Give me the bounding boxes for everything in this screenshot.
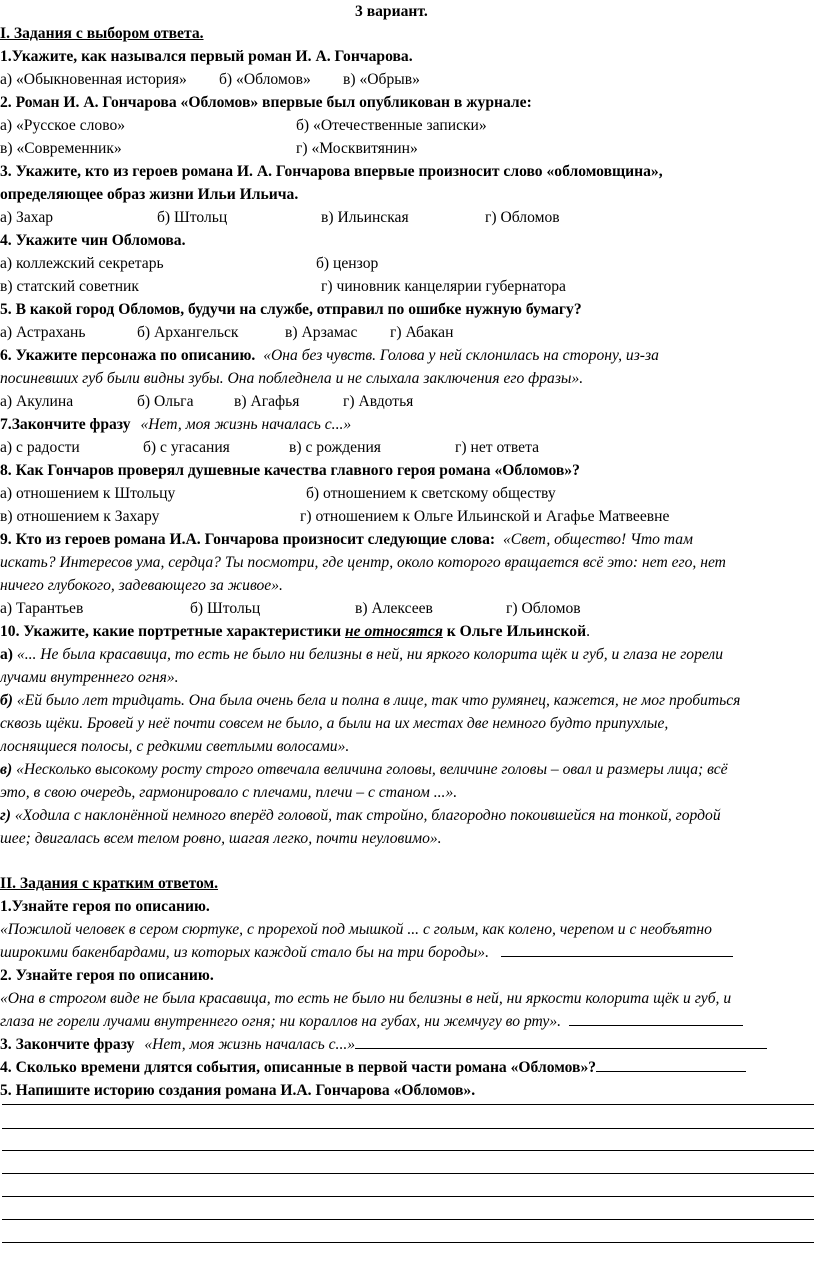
q10-option-b-text: «Ей было лет тридцать. Она была очень бела и полна в лице, так что румянец, кажется, не мог пробиться <box>16 692 741 709</box>
q3-option-d[interactable]: г) Обломов <box>485 209 560 226</box>
q4-option-b[interactable]: б) цензор <box>316 255 379 272</box>
q2-option-c[interactable]: в) «Современник» <box>0 140 122 157</box>
s2-q4-row <box>0 1056 746 1079</box>
q3-option-b[interactable]: б) Штольц <box>157 209 228 226</box>
q6-option-c[interactable]: в) Агафья <box>234 393 300 410</box>
answer-line[interactable] <box>2 1128 814 1129</box>
q4-text: 4. Укажите чин Обломова. <box>0 232 186 249</box>
q10-option-b-line3: лоснящиеся полосы, с редкими светлыми волосами». <box>0 738 350 755</box>
q10-option-a-text: «... Не была красавица, то есть не было ни белизны в ней, ни яркого колорита щёк и губ, и глаза не горели <box>16 646 724 663</box>
q5-option-a[interactable]: а) Астрахань <box>0 324 86 341</box>
section2-title: II. Задания с кратким ответом. <box>0 875 219 892</box>
q10-option-b-label: б) <box>0 692 13 709</box>
q7-quote: «Нет, моя жизнь началась с...» <box>140 416 352 433</box>
q8-option-d[interactable]: г) отношением к Ольге Ильинской и Агафье Матвеевне <box>300 508 670 525</box>
q10-option-a-line2: лучами внутреннего огня». <box>0 669 179 686</box>
q10-option-c-label: в) <box>0 761 13 778</box>
q10-option-a-label: а) <box>0 646 13 663</box>
q9-option-d[interactable]: г) Обломов <box>506 600 581 617</box>
q6-option-d[interactable]: г) Авдотья <box>343 393 414 410</box>
s2-q1-quote-line1: «Пожилой человек в сером сюртуке, с прорехой под мышкой ... с голым, как колено, черепом и с необъятно <box>0 921 712 938</box>
s2-q1-text: 1.Узнайте героя по описанию. <box>0 898 210 915</box>
q1-option-a[interactable]: а) «Обыкновенная история» <box>0 71 187 88</box>
s2-q1-quote-line2-row <box>0 941 733 964</box>
q10-text <box>0 620 590 643</box>
variant-title: 3 вариант. <box>355 3 428 20</box>
q5-text: 5. В какой город Обломов, будучи на службе, отправил по ошибке нужную бумагу? <box>0 301 582 318</box>
q3-text-line2: определяющее образ жизни Ильи Ильича. <box>0 186 299 203</box>
q7-option-a[interactable]: а) с радости <box>0 439 80 456</box>
q9-quote-line3: ничего глубокого, задевающего за живое». <box>0 577 283 594</box>
q9-quote-line2: искать? Интересов ума, сердца? Ты посмотри, где центр, около которого вращается всё это: нет его, нет <box>0 554 726 571</box>
q6-quote-line2: посиневших губ были видны зубы. Она побледнела и не слыхала заключения его фразы». <box>0 370 584 387</box>
q2-text: 2. Роман И. А. Гончарова «Обломов» впервые был опубликован в журнале: <box>0 94 532 111</box>
q3-option-c[interactable]: в) Ильинская <box>321 209 409 226</box>
q4-option-d[interactable]: г) чиновник канцелярии губернатора <box>321 278 566 295</box>
q9-text <box>0 528 693 551</box>
q9-prompt: 9. Кто из героев романа И.А. Гончарова произносит следующие слова: <box>0 531 496 548</box>
q10-period: . <box>586 623 590 640</box>
q10-option-d-text: «Ходила с наклонённой немного вперёд головой, так стройно, благородно покоившейся на тонкой, гордой <box>14 807 721 824</box>
q5-option-d[interactable]: г) Абакан <box>390 324 454 341</box>
section1-title: I. Задания с выбором ответа. <box>0 25 204 42</box>
q10-option-a-line1[interactable] <box>0 643 723 666</box>
q4-option-c[interactable]: в) статский советник <box>0 278 139 295</box>
s2-q3-prompt: 3. Закончите фразу <box>0 1036 135 1053</box>
s2-q3-answer-blank[interactable] <box>355 1034 767 1049</box>
s2-q2-text: 2. Узнайте героя по описанию. <box>0 967 214 984</box>
q6-prompt: 6. Укажите персонажа по описанию. <box>0 347 256 364</box>
q9-quote-line1: «Свет, общество! Что там <box>503 531 693 548</box>
answer-line[interactable] <box>2 1173 814 1174</box>
q8-option-b[interactable]: б) отношением к светскому обществу <box>306 485 556 502</box>
q7-option-d[interactable]: г) нет ответа <box>455 439 539 456</box>
q7-option-b[interactable]: б) с угасания <box>143 439 230 456</box>
s2-q2-quote-line2: глаза не горели лучами внутреннего огня; ни кораллов на губах, ни жемчугу во рту». <box>0 1013 562 1030</box>
answer-line[interactable] <box>2 1104 814 1105</box>
q7-option-c[interactable]: в) с рождения <box>289 439 381 456</box>
q2-option-a[interactable]: а) «Русское слово» <box>0 117 126 134</box>
s2-q4-text: 4. Сколько времени длятся события, описанные в первой части романа «Обломов»? <box>0 1059 597 1076</box>
q4-option-a[interactable]: а) коллежский секретарь <box>0 255 164 272</box>
q8-option-a[interactable]: а) отношением к Штольцу <box>0 485 176 502</box>
s2-q3-quote: «Нет, моя жизнь началась с...» <box>144 1036 356 1053</box>
answer-line[interactable] <box>2 1242 814 1243</box>
q10-underlined: не относятся <box>344 623 443 640</box>
q10-option-d-line1[interactable] <box>0 804 721 827</box>
q10-prompt-a: 10. Укажите, какие портретные характеристики <box>0 623 342 640</box>
answer-line[interactable] <box>2 1219 814 1220</box>
q10-option-c-line2: это, в свою очередь, гармонировало с плечами, плечи – с станом ...». <box>0 784 458 801</box>
q8-text: 8. Как Гончаров проверял душевные качества главного героя романа «Обломов»? <box>0 462 580 479</box>
s2-q2-answer-blank[interactable] <box>569 1011 743 1026</box>
q3-option-a[interactable]: а) Захар <box>0 209 54 226</box>
q10-option-b-line1[interactable] <box>0 689 740 712</box>
s2-q2-quote-line1: «Она в строгом виде не была красавица, то есть не было ни белизны в ней, ни яркости колорита щёк и губ, и <box>0 990 732 1007</box>
q6-option-b[interactable]: б) Ольга <box>137 393 194 410</box>
q6-quote-line1: «Она без чувств. Голова у ней склонилась на сторону, из-за <box>263 347 659 364</box>
q7-prompt: 7.Закончите фразу <box>0 416 131 433</box>
s2-q1-answer-blank[interactable] <box>501 942 733 957</box>
q6-option-a[interactable]: а) Акулина <box>0 393 74 410</box>
q2-option-b[interactable]: б) «Отечественные записки» <box>296 117 487 134</box>
q1-option-b[interactable]: б) «Обломов» <box>219 71 311 88</box>
answer-line[interactable] <box>2 1150 814 1151</box>
q9-option-a[interactable]: а) Тарантьев <box>0 600 84 617</box>
q8-option-c[interactable]: в) отношением к Захару <box>0 508 160 525</box>
q10-option-d-label: г) <box>0 807 11 824</box>
s2-q4-answer-blank[interactable] <box>596 1057 746 1072</box>
s2-q3-row <box>0 1033 767 1056</box>
s2-q1-quote-line2: широкими бакенбардами, из которых каждой стало бы на три бороды». <box>0 944 489 961</box>
q5-option-b[interactable]: б) Архангельск <box>137 324 239 341</box>
q2-option-d[interactable]: г) «Москвитянин» <box>296 140 418 157</box>
q10-prompt-b: к Ольге Ильинской <box>446 623 587 640</box>
q1-option-c[interactable]: в) «Обрыв» <box>343 71 420 88</box>
q10-option-d-line2: шее; двигалась всем телом ровно, шагая легко, почти неуловимо». <box>0 830 442 847</box>
s2-q5-text: 5. Напишите историю создания романа И.А. Гончарова «Обломов». <box>0 1082 476 1099</box>
answer-line[interactable] <box>2 1196 814 1197</box>
q9-option-b[interactable]: б) Штольц <box>190 600 261 617</box>
q10-option-c-text: «Несколько высокому росту строго отвечала величина головы, величине головы – овал и размеры лица; всё <box>16 761 728 778</box>
s2-q2-quote-line2-row <box>0 1010 743 1033</box>
q6-text <box>0 344 659 367</box>
q3-text-line1: 3. Укажите, кто из героев романа И. А. Гончарова впервые произносит слово «обломовщина», <box>0 163 663 180</box>
q7-text <box>0 413 351 436</box>
q5-option-c[interactable]: в) Арзамас <box>285 324 358 341</box>
q10-option-c-line1[interactable] <box>0 758 728 781</box>
q9-option-c[interactable]: в) Алексеев <box>355 600 433 617</box>
q10-option-b-line2: сквозь щёки. Бровей у неё почти совсем не было, а были на их местах две немного будто припухлые, <box>0 715 669 732</box>
q1-text: 1.Укажите, как назывался первый роман И. А. Гончарова. <box>0 48 413 65</box>
